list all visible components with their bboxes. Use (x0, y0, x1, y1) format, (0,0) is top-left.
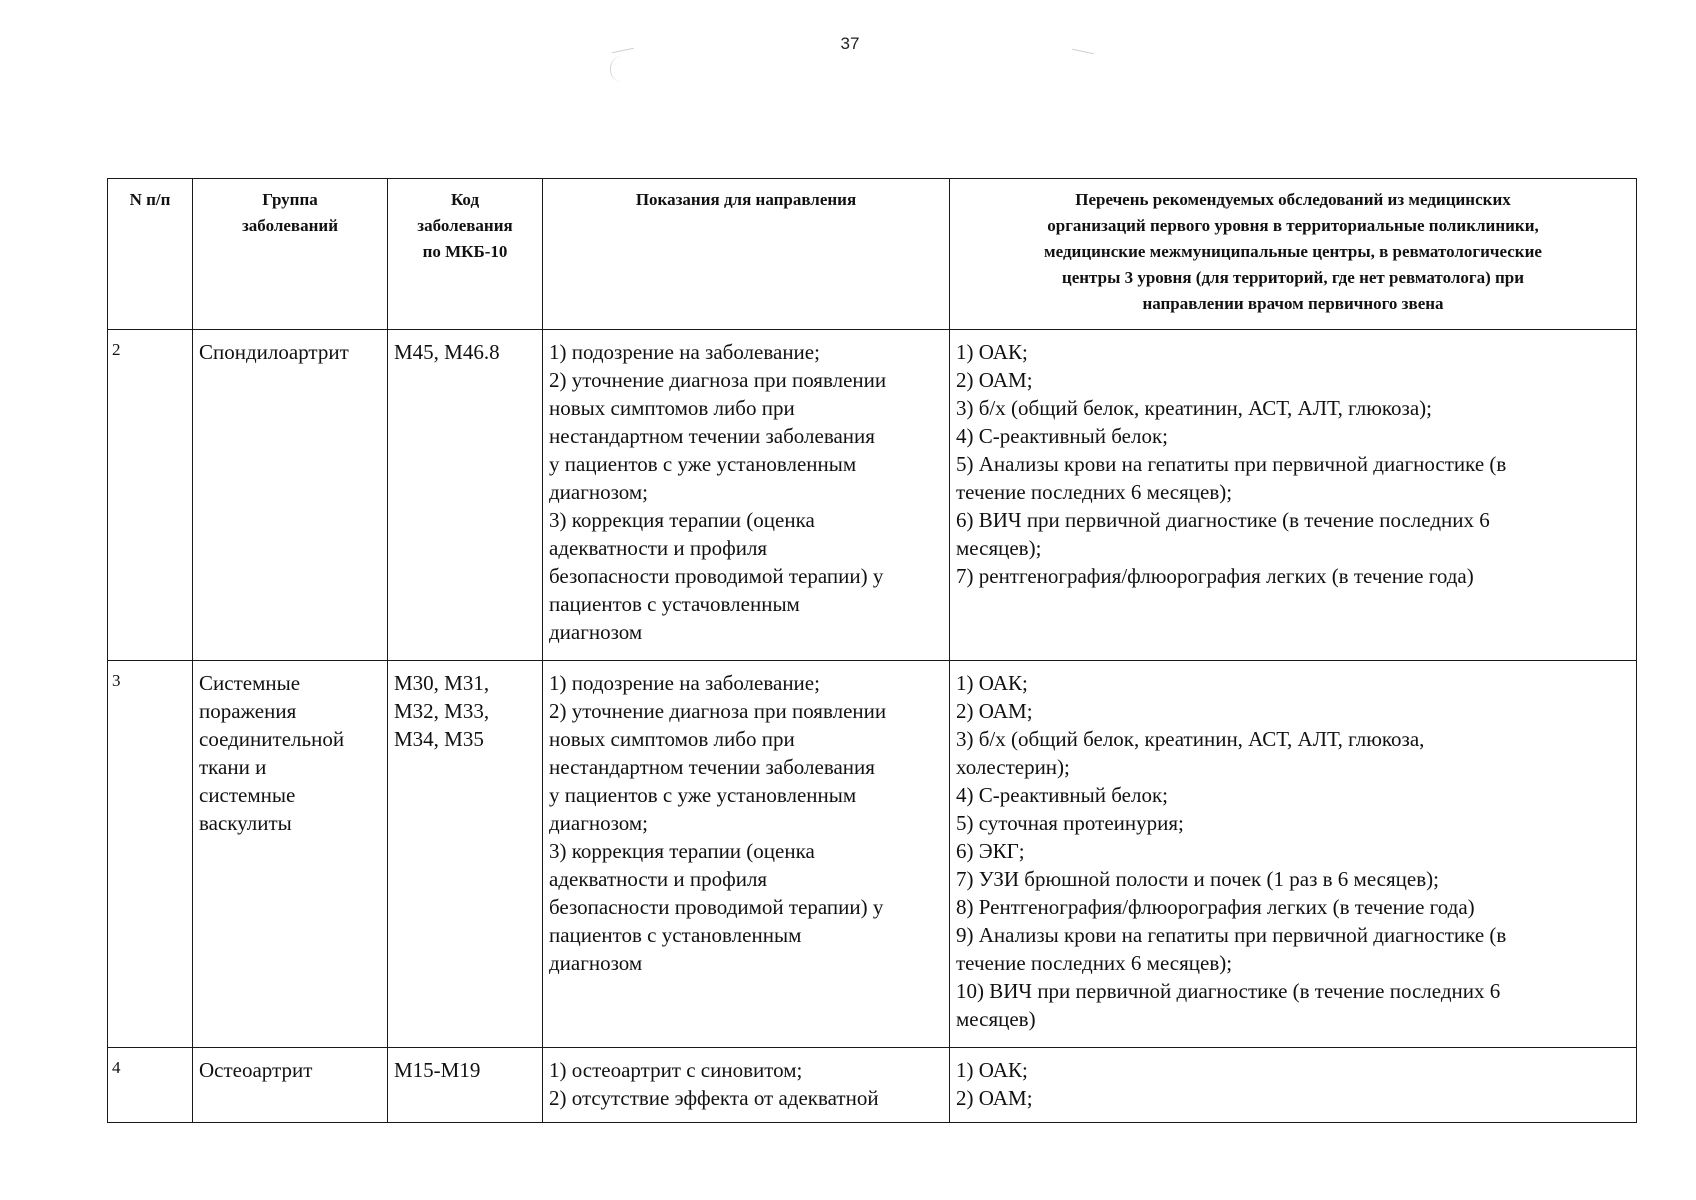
text-line: 1) ОАК; (956, 1058, 1028, 1082)
row-number: 3 (108, 661, 193, 1048)
text-line: диагнозом; (549, 480, 648, 504)
text-line: 2) ОАМ; (956, 699, 1033, 723)
header-group (193, 179, 388, 330)
text-line: 6) ВИЧ при первичной диагностике (в течение последних 6 (956, 508, 1490, 532)
text-line: 4) С-реактивный белок; (956, 783, 1168, 807)
referral-table (107, 178, 1637, 1123)
icd-code (388, 330, 543, 661)
text-line: 3) коррекция терапии (оценка (549, 839, 815, 863)
text-line: 7) рентгенография/флюорография легких (в течение года) (956, 564, 1474, 588)
text-line: ткани и (199, 755, 267, 779)
text-line: 3) б/х (общий белок, креатинин, АСТ, АЛТ, глюкоза); (956, 396, 1432, 420)
text-line: Перечень рекомендуемых обследований из медицинских (1075, 190, 1511, 209)
table-row (108, 661, 1637, 1048)
text-line: центры 3 уровня (для территорий, где нет ревматолога) при (1061, 268, 1525, 287)
text-line: 1) подозрение на заболевание; (549, 671, 820, 695)
text-line: 5) суточная протеинурия; (956, 811, 1184, 835)
referral-indications (543, 661, 950, 1048)
text-line: течение последних 6 месяцев); (956, 951, 1233, 975)
text-line: новых симптомов либо при (549, 727, 795, 751)
text-line: по МКБ-10 (422, 242, 508, 261)
table-row (108, 330, 1637, 661)
page-number: 37 (840, 34, 860, 53)
scan-artifact-left (612, 48, 634, 54)
text-line: M32, M33, (394, 699, 490, 723)
text-line: месяцев) (956, 1007, 1036, 1031)
text-line: у пациентов с уже установленным (549, 452, 857, 476)
text-line: направлении врачом первичного звена (1142, 294, 1444, 313)
table-header (108, 179, 1637, 330)
text-line: безопасности проводимой терапии) у (549, 564, 884, 588)
text-line: Спондилоартрит (199, 340, 349, 364)
text-line: 2) ОАМ; (956, 1086, 1033, 1110)
referral-indications (543, 330, 950, 661)
text-line: 6) ЭКГ; (956, 839, 1025, 863)
text-line: организаций первого уровня в территориальные поликлиники, (1047, 216, 1539, 235)
disease-group (193, 661, 388, 1048)
text-line: 10) ВИЧ при первичной диагностике (в течение последних 6 (956, 979, 1501, 1003)
text-line: 4) С-реактивный белок; (956, 424, 1168, 448)
text-line: новых симптомов либо при (549, 396, 795, 420)
text-line: 1) ОАК; (956, 340, 1028, 364)
text-line: 1) подозрение на заболевание; (549, 340, 820, 364)
text-line: васкулиты (199, 811, 292, 835)
text-line: адекватности и профиля (549, 867, 768, 891)
text-line: 5) Анализы крови на гепатиты при первичной диагностике (в (956, 452, 1507, 476)
text-line: диагнозом (549, 951, 643, 975)
text-line: M45, M46.8 (394, 340, 500, 364)
scan-artifact-right (1072, 49, 1094, 55)
text-line: диагнозом; (549, 811, 648, 835)
text-line: поражения (199, 699, 297, 723)
table-row (108, 1048, 1637, 1123)
text-line: N п/п (129, 190, 171, 209)
text-line: 7) УЗИ брюшной полости и почек (1 раз в 6 месяцев); (956, 867, 1439, 891)
text-line: системные (199, 783, 296, 807)
header-code (388, 179, 543, 330)
referral-indications (543, 1048, 950, 1123)
text-line: холестерин); (956, 755, 1070, 779)
text-line: 2) ОАМ; (956, 368, 1033, 392)
text-line: безопасности проводимой терапии) у (549, 895, 884, 919)
text-line: Остеоартрит (199, 1058, 313, 1082)
text-line: M34, M35 (394, 727, 484, 751)
header-exams (950, 179, 1637, 330)
text-line: течение последних 6 месяцев); (956, 480, 1233, 504)
text-line: нестандартном течении заболевания (549, 424, 875, 448)
text-line: нестандартном течении заболевания (549, 755, 875, 779)
text-line: пациентов с установленным (549, 923, 802, 947)
recommended-exams (950, 661, 1637, 1048)
text-line: 1) ОАК; (956, 671, 1028, 695)
text-line: заболевания (417, 216, 513, 235)
text-line: Группа (262, 190, 318, 209)
text-line: 1) остеоартрит с синовитом; (549, 1058, 803, 1082)
row-number: 2 (108, 330, 193, 661)
scan-artifact-arc (610, 56, 627, 82)
disease-group (193, 330, 388, 661)
text-line: диагнозом (549, 620, 643, 644)
text-line: у пациентов с уже установленным (549, 783, 857, 807)
text-line: 2) уточнение диагноза при появлении (549, 699, 887, 723)
text-line: 2) отсутствие эффекта от адекватной (549, 1086, 879, 1110)
text-line: месяцев); (956, 536, 1042, 560)
header-indications (543, 179, 950, 330)
disease-group (193, 1048, 388, 1123)
text-line: 3) б/х (общий белок, креатинин, АСТ, АЛТ, глюкоза, (956, 727, 1425, 751)
text-line: пациентов с устачовленным (549, 592, 800, 616)
text-line: Показания для направления (635, 190, 857, 209)
text-line: медицинские межмуниципальные центры, в ревматологические (1044, 242, 1542, 261)
text-line: 2) уточнение диагноза при появлении (549, 368, 887, 392)
row-number: 4 (108, 1048, 193, 1123)
text-line: соединительной (199, 727, 345, 751)
text-line: заболеваний (241, 216, 339, 235)
text-line: Код (450, 190, 480, 209)
text-line: 9) Анализы крови на гепатиты при первичной диагностике (в (956, 923, 1507, 947)
header-number (108, 179, 193, 330)
text-line: M15-M19 (394, 1058, 481, 1082)
text-line: 8) Рентгенография/флюорография легких (в течение года) (956, 895, 1475, 919)
recommended-exams (950, 1048, 1637, 1123)
recommended-exams (950, 330, 1637, 661)
text-line: 3) коррекция терапии (оценка (549, 508, 815, 532)
text-line: M30, M31, (394, 671, 490, 695)
text-line: адекватности и профиля (549, 536, 768, 560)
icd-code (388, 1048, 543, 1123)
text-line: Системные (199, 671, 301, 695)
icd-code (388, 661, 543, 1048)
